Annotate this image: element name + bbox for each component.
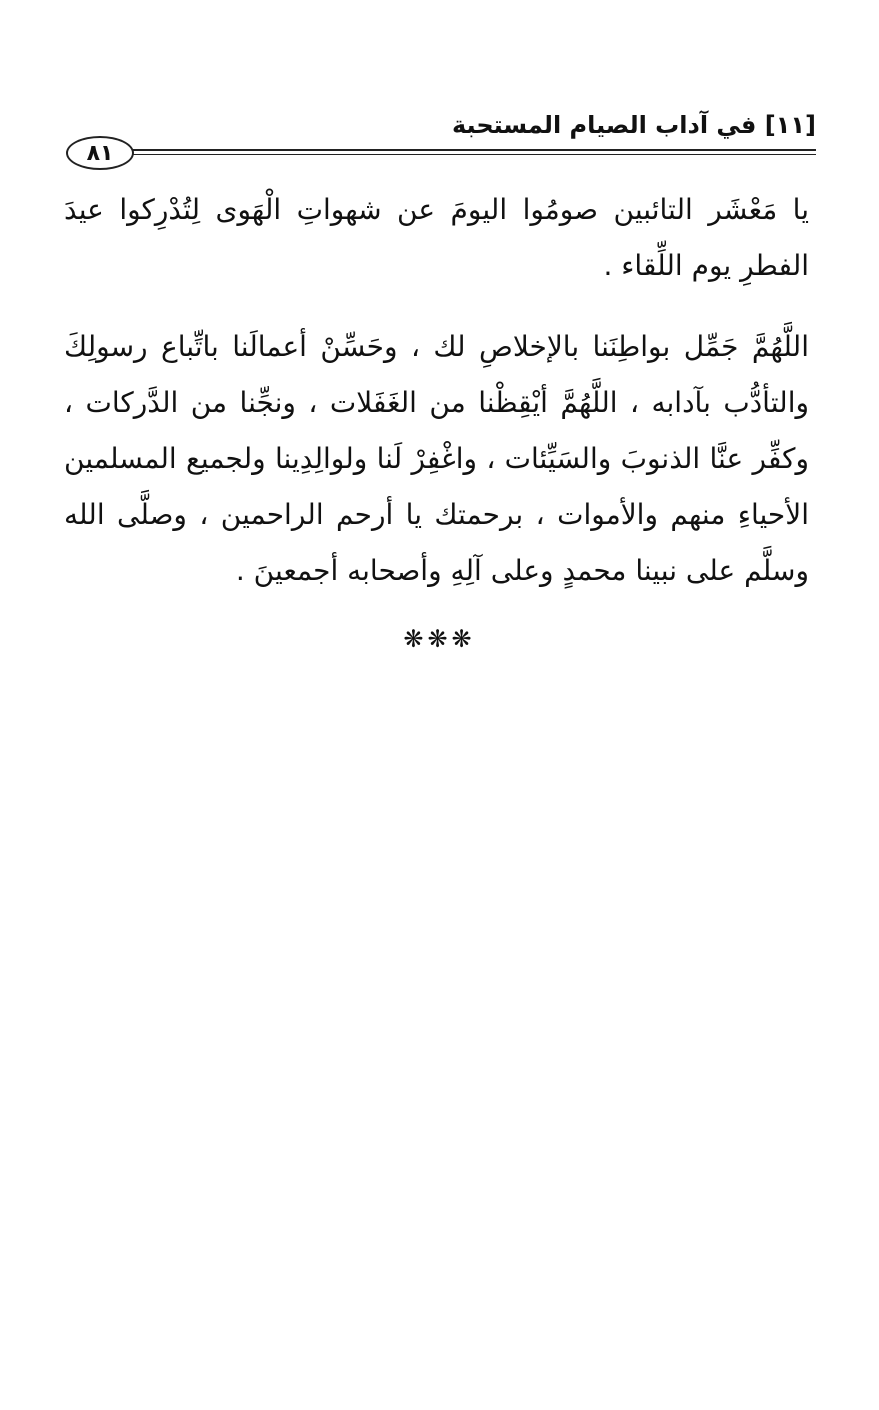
page-number: ٨١	[66, 136, 134, 170]
paragraph-exhortation: يا مَعْشَر التائبين صومُوا اليومَ عن شهواتِ الْهَوى لِتُدْرِكوا عيدَ الفطرِ يوم اللِّقاء .	[64, 193, 809, 282]
chapter-title: في آداب الصيام المستحبة	[451, 111, 757, 139]
section-separator: ❋❋❋	[403, 625, 476, 653]
header-rule-bottom	[128, 154, 816, 155]
chapter-number: [١١]	[764, 111, 816, 139]
paragraph-supplication: اللَّهُمَّ جَمِّل بواطِنَنا بالإخلاصِ لك ، وحَسِّنْ أعمالَنا باتِّباع رسولِكَ والتأدُّب بآدابه ، اللَّهُمَّ أيْقِظْنا من الغَفَلات ، ونجِّنا من الدَّركات ، وكفِّر عنَّا الذنوبَ والسَيِّئات ، واغْفِرْ لَنا ولوالِدِينا ولجميع المسلمين الأحياءِ منهم والأموات ، برحمتك يا أرحم الراحمين ، وصلَّى الله وسلَّم على نبينا محمدٍ وعلى آلِهِ وأصحابه أجمعينَ .	[64, 330, 809, 587]
chapter-heading	[452, 110, 816, 140]
page-header	[66, 104, 816, 174]
page-content	[64, 182, 809, 599]
header-rule-top	[128, 149, 816, 151]
